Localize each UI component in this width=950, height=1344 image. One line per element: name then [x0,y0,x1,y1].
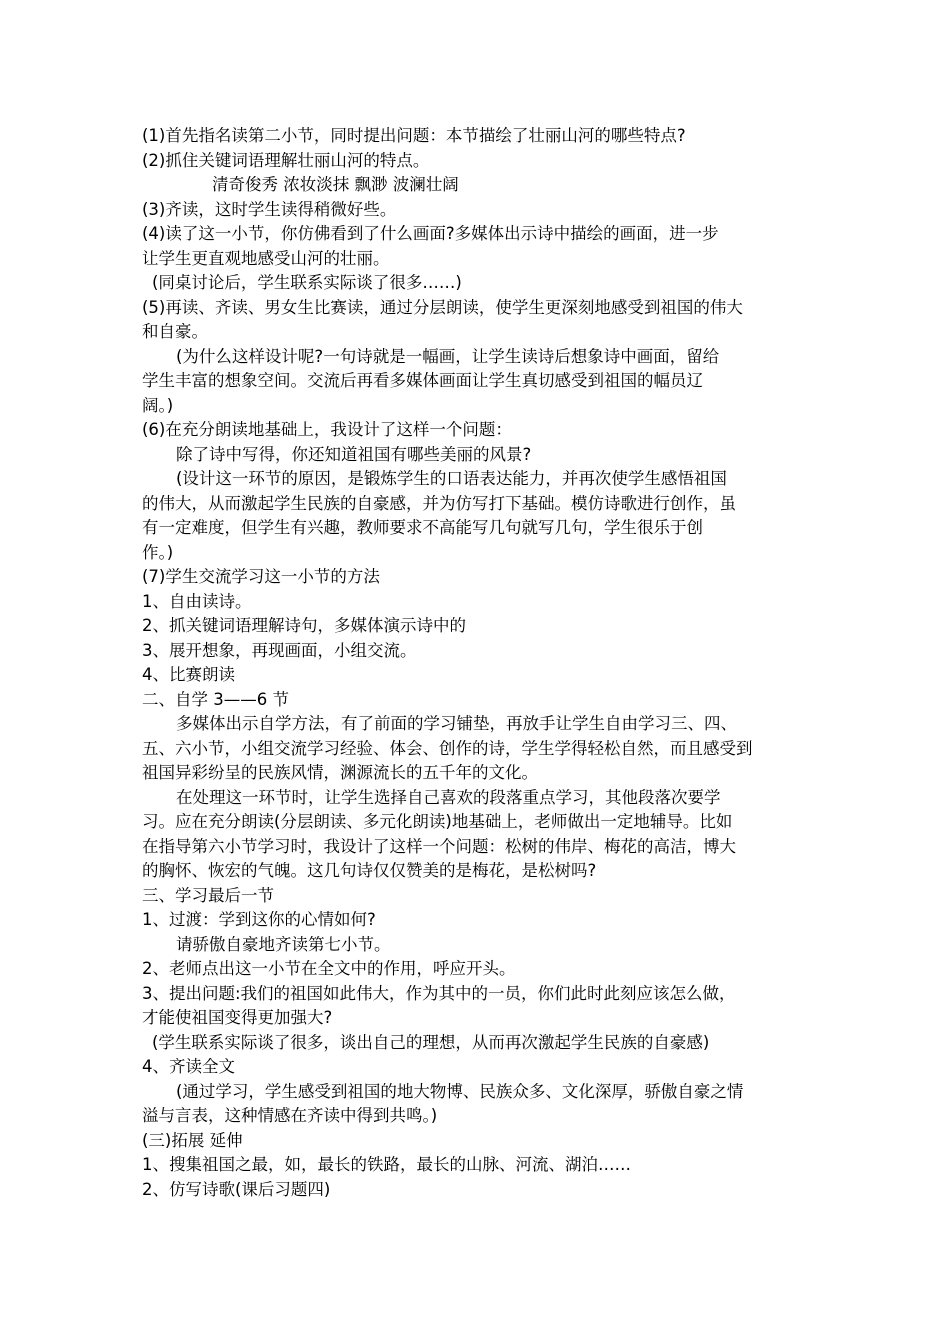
text-line: 多媒体出示自学方法，有了前面的学习铺垫，再放手让学生自由学习三、四、 [176,714,737,733]
text-line: (5)再读、齐读、男女生比赛读，通过分层朗读，使学生更深刻地感受到祖国的伟大 [142,297,743,317]
text-line: 溢与言表，这种情感在齐读中得到共鸣。) [142,1106,438,1125]
text-line: 和自豪。 [142,322,208,341]
text-line: (4)读了这一小节，你仿佛看到了什么画面?多媒体出示诗中描绘的画面，进一步 [142,224,719,243]
text-line: (通过学习，学生感受到祖国的地大物博、民族众多、文化深厚，骄傲自豪之情 [176,1081,744,1101]
text-line: 才能使祖国变得更加强大? [142,1008,333,1027]
text-line: 五、六小节，小组交流学习经验、体会、创作的诗，学生学得轻松自然，而且感受到 [142,738,753,758]
text-line: 4、比赛朗读 [142,665,235,684]
text-line: (学生联系实际谈了很多，谈出自己的理想，从而再次激起学生民族的自豪感) [152,1032,710,1052]
text-line: 2、抓关键词语理解诗句，多媒体演示诗中的 [142,616,466,635]
text-line: (1)首先指名读第二小节，同时提出问题：本节描绘了壮丽山河的哪些特点? [142,126,686,145]
text-line: (6)在充分朗读地基础上，我设计了这样一个问题： [142,420,512,439]
text-line: 三、学习最后一节 [142,885,274,905]
text-line: 4、齐读全文 [142,1057,235,1076]
text-line: 学生丰富的想象空间。交流后再看多媒体画面让学生真切感受到祖国的幅员辽 [142,371,703,390]
text-line: 1、自由读诗。 [142,591,252,611]
text-line: (设计这一环节的原因，是锻炼学生的口语表达能力，并再次使学生感悟祖国 [176,469,727,488]
text-line: 除了诗中写得，你还知道祖国有哪些美丽的风景? [176,444,532,464]
text-line: 让学生更直观地感受山河的壮丽。 [142,248,390,268]
text-line: 2、老师点出这一小节在全文中的作用，呼应开头。 [142,959,516,978]
text-line: (三)拓展 延伸 [142,1130,243,1150]
text-line: 有一定难度，但学生有兴趣，教师要求不高能写几句就写几句，学生很乐于创 [142,518,703,537]
text-line: 阔。) [142,395,174,415]
document-body [142,124,822,1202]
text-line: (7)学生交流学习这一小节的方法 [142,567,380,586]
text-line: 3、展开想象，再现画面，小组交流。 [142,640,417,660]
text-line: 的伟大，从而激起学生民族的自豪感，并为仿写打下基础。模仿诗歌进行创作，虽 [142,493,736,513]
text-line: 习。应在充分朗读(分层朗读、多元化朗读)地基础上，老师做出一定地辅导。比如 [142,812,733,831]
text-line: 1、搜集祖国之最，如，最长的铁路，最长的山脉、河流、湖泊…… [142,1155,631,1174]
text-line: (为什么这样设计呢?一句诗就是一幅画，让学生读诗后想象诗中画面，留给 [176,346,720,366]
text-line: (2)抓住关键词语理解壮丽山河的特点。 [142,150,430,170]
text-line: 清奇俊秀 浓妆淡抹 飘渺 波澜壮阔 [212,175,459,194]
text-line: 祖国异彩纷呈的民族风情，渊源流长的五千年的文化。 [142,763,538,782]
text-line: (3)齐读，这时学生读得稍微好些。 [142,199,397,219]
text-line: 在处理这一环节时，让学生选择自己喜欢的段落重点学习，其他段落次要学 [176,787,721,807]
text-line: 2、仿写诗歌(课后习题四) [142,1179,331,1199]
text-line: (同桌讨论后，学生联系实际谈了很多……) [152,273,462,292]
text-line: 作。) [142,542,174,562]
text-line: 的胸怀、恢宏的气魄。这几句诗仅仅赞美的是梅花，是松树吗? [142,861,597,880]
text-line: 二、自学 3——6 节 [142,689,289,709]
text-line: 请骄傲自豪地齐读第七小节。 [176,934,391,954]
text-line: 3、提出问题:我们的祖国如此伟大，作为其中的一员，你们此时此刻应该怎么做， [142,983,736,1003]
text-line: 1、过渡：学到这你的心情如何? [142,910,376,929]
text-line: 在指导第六小节学习时，我设计了这样一个问题：松树的伟岸、梅花的高洁，博大 [142,836,736,856]
